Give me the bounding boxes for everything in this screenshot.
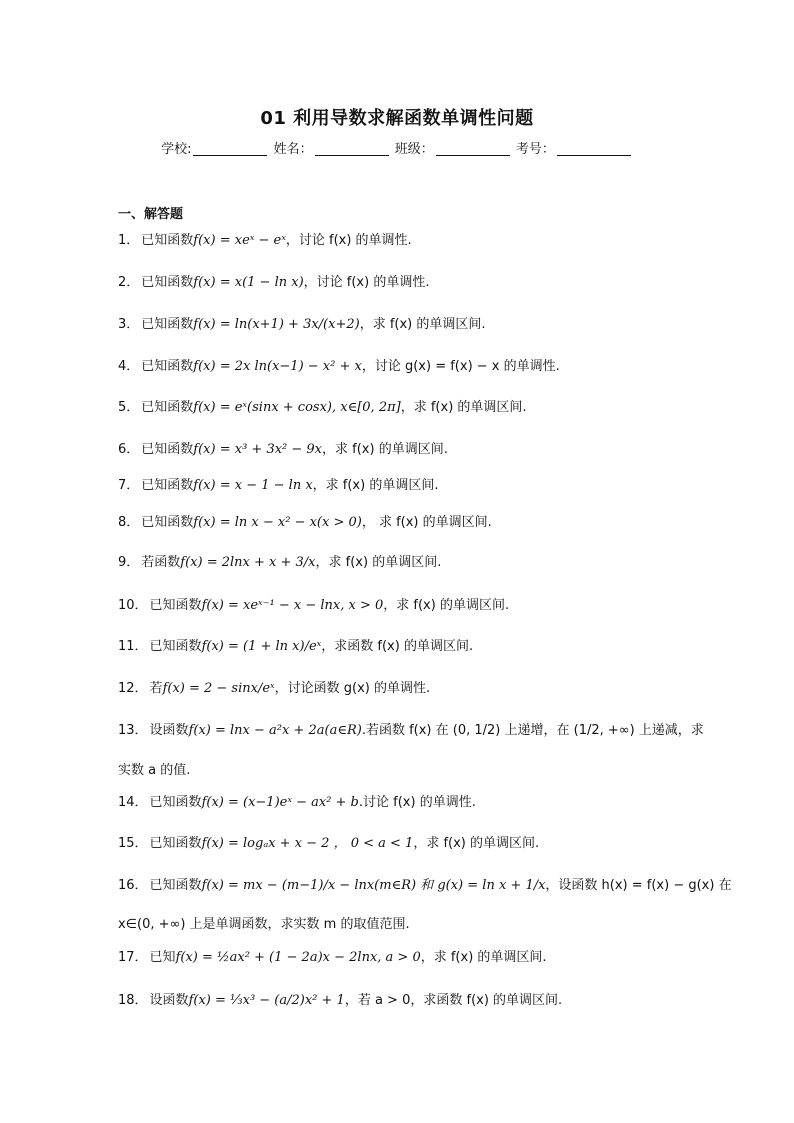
class-blank[interactable] bbox=[436, 141, 510, 156]
exam-number-blank[interactable] bbox=[557, 141, 631, 156]
question-14: 14． 已知函数f(x) = (x−1)eˣ − ax² + b.讨论 f(x) 的单调性. bbox=[118, 795, 476, 810]
question-18: 18． 设函数f(x) = ⅓x³ − (a/2)x² + 1，若 a > 0，求函数 f(x) 的单调区间. bbox=[118, 993, 563, 1008]
question-16: 16． 已知函数f(x) = mx − (m−1)/x − lnx(m∈R) 和 g(x) = ln x + 1/x，设函数 h(x) = f(x) − g(x) 在 bbox=[118, 878, 732, 893]
question-17: 17． 已知f(x) = ½ax² + (1 − 2a)x − 2lnx, a > 0，求 f(x) 的单调区间. bbox=[118, 950, 547, 965]
page-title: 01 利用导数求解函数单调性问题 bbox=[260, 108, 534, 129]
question-6: 6． 已知函数f(x) = x³ + 3x² − 9x，求 f(x) 的单调区间. bbox=[118, 442, 448, 457]
question-9: 9． 若函数f(x) = 2lnx + x + 3/x，求 f(x) 的单调区间. bbox=[118, 555, 442, 570]
school-blank[interactable] bbox=[193, 141, 267, 156]
name-label: 姓名： bbox=[273, 142, 313, 157]
student-info-row bbox=[0, 138, 794, 157]
question-12: 12． 若f(x) = 2 − sinx/eˣ，讨论函数 g(x) 的单调性. bbox=[118, 681, 431, 696]
question-13-continuation: 实数 a 的值. bbox=[118, 763, 191, 778]
question-11: 11． 已知函数f(x) = (1 + ln x)/eˣ，求函数 f(x) 的单调区间. bbox=[118, 639, 474, 654]
question-13: 13． 设函数f(x) = lnx − a²x + 2a(a∈R).若函数 f(x) 在 (0, 1/2) 上递增，在 (1/2, +∞) 上递减，求 bbox=[118, 723, 704, 738]
question-2: 2． 已知函数f(x) = x(1 − ln x)，讨论 f(x) 的单调性. bbox=[118, 275, 430, 290]
question-4: 4． 已知函数f(x) = 2x ln(x−1) − x² + x，讨论 g(x) = f(x) − x 的单调性. bbox=[118, 359, 560, 374]
question-7: 7． 已知函数f(x) = x − 1 − ln x，求 f(x) 的单调区间. bbox=[118, 478, 439, 493]
name-blank[interactable] bbox=[315, 141, 389, 156]
exam-number-label: 考号： bbox=[515, 142, 555, 157]
class-label: 班级： bbox=[394, 142, 434, 157]
school-label: 学校: bbox=[161, 142, 192, 157]
question-10: 10． 已知函数f(x) = xeˣ⁻¹ − x − lnx, x > 0，求 f(x) 的单调区间. bbox=[118, 598, 510, 613]
question-5: 5． 已知函数f(x) = eˣ(sinx + cosx), x∈[0, 2π]，求 f(x) 的单调区间. bbox=[118, 400, 527, 415]
question-15: 15． 已知函数f(x) = logₐx + x − 2 ， 0 < a < 1，求 f(x) 的单调区间. bbox=[118, 836, 540, 851]
question-8: 8． 已知函数f(x) = ln x − x² − x(x > 0)， 求 f(x) 的单调区间. bbox=[118, 515, 492, 530]
question-16-continuation: x∈(0, +∞) 上是单调函数，求实数 m 的取值范围. bbox=[118, 917, 410, 932]
question-1: 1． 已知函数f(x) = xeˣ − eˣ，讨论 f(x) 的单调性. bbox=[118, 233, 412, 248]
question-3: 3． 已知函数f(x) = ln(x+1) + 3x/(x+2)，求 f(x) 的单调区间. bbox=[118, 317, 486, 332]
section-heading: 一、解答题 bbox=[118, 207, 184, 222]
